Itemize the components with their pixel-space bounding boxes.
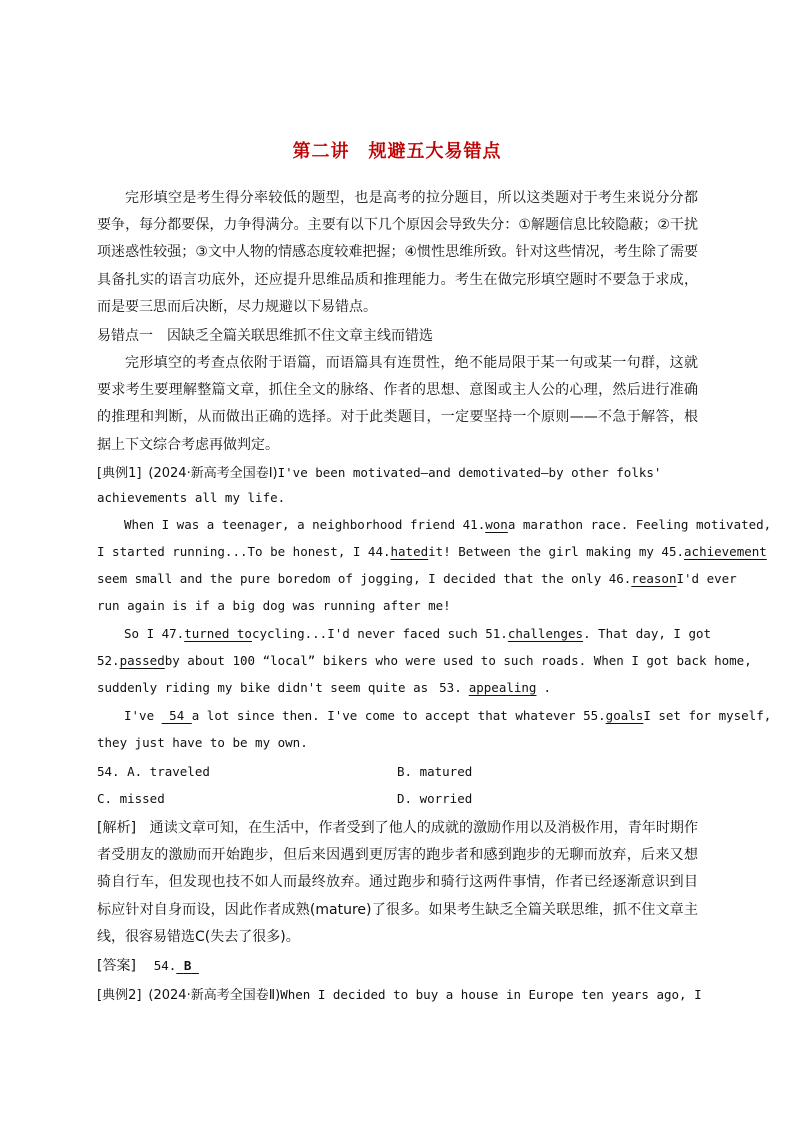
option-d: D. worried bbox=[397, 791, 473, 806]
option-a: 54. A. traveled bbox=[97, 764, 210, 779]
example1-first-line: I've been motivated—and demotivated—by other folks' bbox=[277, 465, 662, 480]
answer-value bbox=[176, 958, 199, 973]
passage-text: . bbox=[543, 680, 551, 695]
passage-text: seem small and the pure boredom of jogging, I decided that the only 46. bbox=[97, 571, 632, 586]
answer-44: hated bbox=[390, 544, 429, 559]
example1-header bbox=[97, 462, 698, 489]
example2-header bbox=[97, 984, 702, 1011]
passage-p1-line3 bbox=[97, 571, 737, 598]
answer-label: [答案] bbox=[97, 958, 136, 974]
passage-p1-line4 bbox=[97, 598, 698, 625]
answer-41: won bbox=[485, 517, 508, 532]
passage-p2-line3 bbox=[97, 680, 698, 707]
passage-text: run again is if a big dog was running after me! bbox=[97, 598, 451, 613]
passage-p2-line2 bbox=[97, 653, 752, 680]
passage-p1-line2 bbox=[97, 544, 767, 571]
passage-text: they just have to be my own. bbox=[97, 735, 308, 750]
passage-text: cycling...I'd never faced such 51. bbox=[251, 626, 508, 641]
example1-source: (2024·新高考全国卷Ⅰ) bbox=[148, 466, 278, 481]
point1-heading: 易错点一 因缺乏全篇关联思维抓不住文章主线而错选 bbox=[97, 328, 433, 344]
answer-55: goals bbox=[605, 708, 644, 723]
answer-52: passed bbox=[119, 653, 165, 668]
passage-text: it! Between the girl making my 45. bbox=[428, 544, 685, 559]
example1-line2 bbox=[97, 490, 698, 517]
answer-46: reason bbox=[631, 571, 677, 586]
answer-letter: B bbox=[183, 958, 192, 973]
analysis-text: 通读文章可知，在生活中，作者受到了他人的成就的激励作用以及消极作用，青年时期作者受朋友的激励而开始跑步，但后来因遇到更厉害的跑步者和感到跑步的无聊而放弃，后来又想骑自行车，但发现也技不如人而最终放弃。通过跑步和骑行这两件事情，作者已经逐渐意识到目标应针对自身而设，因此作者成熟(mature)了很多。如果考生缺乏全篇关联思维，抓不住文章主线，很容易错选C(失去了很多)。 bbox=[97, 820, 698, 945]
passage-text: I set for myself, bbox=[643, 708, 772, 723]
passage-text: 52. bbox=[97, 653, 120, 668]
answer-47: turned to bbox=[184, 626, 252, 641]
passage-text: by about 100 “local” bikers who were used to such roads. When I got back home, bbox=[164, 653, 752, 668]
passage-text: When I was a teenager, a neighborhood friend 41. bbox=[124, 517, 486, 532]
passage-text: a lot since then. I've come to accept that whatever 55. bbox=[191, 708, 606, 723]
page-title: 第二讲 规避五大易错点 bbox=[292, 141, 502, 162]
passage-text: I've bbox=[124, 708, 155, 723]
passage-text: I'd ever bbox=[676, 571, 737, 586]
passage-p2-line1 bbox=[97, 626, 712, 653]
passage-text: suddenly riding my bike didn't seem quite as bbox=[97, 680, 429, 695]
answer-line bbox=[97, 955, 199, 975]
point1-paragraph: 完形填空的考查点依附于语篇，而语篇具有连贯性，绝不能局限于某一句或某一句群，这就要求考生要理解整篇文章，抓住全文的脉络、作者的思想、意图或主人公的心理，然后进行准确的推理和判断，从而做出正确的选择。对于此类题目，一定要坚持一个原则——不急于解答，根据上下文综合考虑再做判定。 bbox=[97, 355, 698, 453]
passage-text: achievements all my life. bbox=[97, 490, 286, 505]
blank-54: 54 bbox=[161, 708, 192, 723]
analysis-paragraph bbox=[97, 815, 698, 951]
intro-paragraph: 完形填空是考生得分率较低的题型，也是高考的拉分题目，所以这类题对于考生来说分分都要争，每分都要保，力争得满分。主要有以下几个原因会导致失分：①解题信息比较隐蔽；②干扰项迷惑性较强；③文中人物的情感态度较难把握；④惯性思维所致。针对这些情况，考生除了需要具备扎实的语言功底外，还应提升思维品质和推理能力。考生在做完形填空题时不要急于求成，而是要三思而后决断，尽力规避以下易错点。 bbox=[97, 190, 698, 315]
answer-number: 54. bbox=[153, 958, 177, 973]
passage-text: a marathon race. Feeling motivated, bbox=[507, 517, 772, 532]
passage-p3-line2 bbox=[97, 735, 698, 762]
example2-first-line: When I decided to buy a house in Europe ten years ago, I bbox=[280, 987, 702, 1002]
answer-45: achievement bbox=[684, 544, 767, 559]
option-b: B. matured bbox=[397, 764, 473, 779]
analysis-label: [解析] bbox=[97, 820, 137, 836]
passage-text: So I 47. bbox=[124, 626, 185, 641]
passage-text: 53. bbox=[439, 680, 462, 695]
answer-51: challenges bbox=[507, 626, 584, 641]
example2-label: [典例2] bbox=[97, 988, 142, 1003]
passage-text: I started running...To be honest, I 44. bbox=[97, 544, 391, 559]
passage-text: . That day, I got bbox=[583, 626, 712, 641]
passage-p1-line1 bbox=[97, 517, 772, 544]
answer-53: appealing bbox=[468, 680, 537, 695]
option-c: C. missed bbox=[97, 791, 165, 806]
example1-label: [典例1] bbox=[97, 466, 142, 481]
passage-p3-line1 bbox=[97, 708, 772, 735]
example2-source: (2024·新高考全国卷Ⅱ) bbox=[148, 988, 281, 1003]
